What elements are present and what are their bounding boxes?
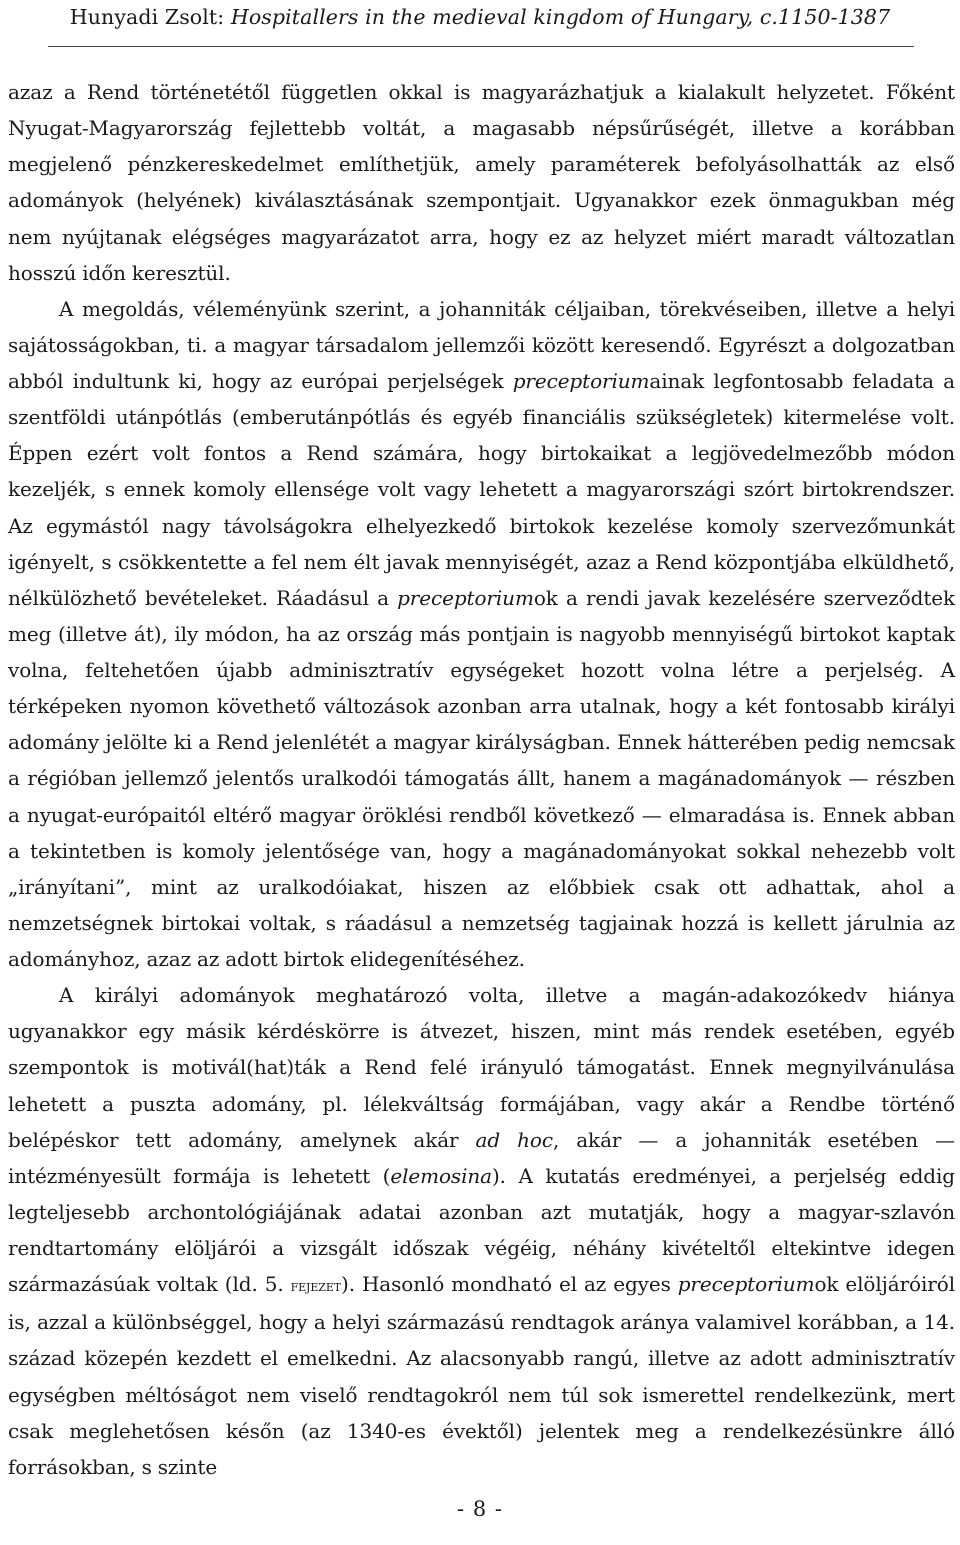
- header-author: Hunyadi Zsolt:: [69, 5, 231, 29]
- text-span: ainak legfontosabb feladata a szentföldi utánpótlás (emberutánpótlás és egyéb financiális szükségletek) kitermelése volt. Éppen ezért volt fontos a Rend számára, hogy birtokaikat a legjövedelmezőbb módon kezeljék, s ennek komoly ellensége volt vagy lehetett a magyarországi szórt birtokrendszer. Az egymástól nagy távolságokra elhelyezkedő birtokok kezelése komoly szervezőmunkát igényelt, s csökkentette a fel nem élt javak mennyiségét, azaz a Rend központjába elküldhető, nélkülözhető bevételeket. Ráadásul a: [8, 369, 955, 610]
- italic-term: preceptorium: [677, 1272, 815, 1297]
- paragraph-2: [8, 291, 955, 977]
- text-span: , akár — a johanniták esetében — intézményesült formája is lehetett (: [8, 1127, 955, 1188]
- chapter-reference: fejezet: [290, 1276, 342, 1296]
- paragraph-1: [8, 74, 955, 291]
- header-title: Hospitallers in the medieval kingdom of Hungary, c.1150-1387: [230, 5, 891, 29]
- text-span: A megoldás, véleményünk szerint, a johanniták céljaiban, törekvéseiben, illetve a helyi sajátosságokban, ti. a magyar társadalom jellemzői között keresendő. Egyrészt a dolgozatban abból indultunk ki, hogy az európai perjelségek: [8, 296, 955, 393]
- italic-term: elemosina: [390, 1163, 492, 1188]
- italic-term: preceptorium: [397, 585, 534, 610]
- text-span: ). Hasonló mondható el az egyes: [341, 1272, 678, 1297]
- text-span: ok a rendi javak kezelésére szerveződtek meg (illetve át), ily módon, ha az ország más pontjain is nagyobb mennyiségű birtokot kaptak volna, feltehetően újabb adminisztratív egységeket hozott volna létre a perjelség. A térképeken nyomon követhető változások azonban arra utalnak, hogy a két fontosabb királyi adomány jelölte ki a Rend jelenlétét a magyar királyságban. Ennek hátterében pedig nemcsak a régióban jellemző jelentős uralkodói támogatás állt, hanem a magánadományok — részben a nyugat-európaitól eltérő magyar öröklési rendből következő — elmaradása is. Ennek abban a tekintetben is komoly jelentősége van, hogy a magánadományokat sokkal nehezebb volt „irányítani”, mint az uralkodóiakat, hiszen az előbbiek csak ott adhattak, ahol a nemzetségnek birtokai voltak, s ráadásul a nemzetség tagjainak hozzá is kellett járulnia az adományhoz, azaz az adott birtok elidegenítéséhez.: [8, 585, 956, 971]
- italic-term: ad hoc: [475, 1127, 553, 1152]
- text-span: azaz a Rend történetétől független okkal is magyarázhatjuk a kialakult helyzetet. Főként Nyugat-Magyarország fejlettebb voltát, a magasabb népsűrűségét, illetve a korábban megjelenő pénzkereskedelmet említhetjük, amely paraméterek befolyásolhatták az első adományok (helyének) kiválasztásának szempontjait. Ugyanakkor ezek önmagukban még nem nyújtanak elégséges magyarázatot arra, hogy ez az helyzet miért maradt változatlan hosszú időn keresztül.: [8, 80, 955, 285]
- page-number: - 8 -: [457, 1497, 503, 1521]
- paragraph-3: [8, 977, 955, 1485]
- text-span: A királyi adományok meghatározó volta, illetve a magán-adakozókedv hiánya ugyanakkor egy másik kérdéskörre is átvezet, hiszen, mint más rendek esetében, egyéb szempontok is motivál(hat)ták a Rend felé irányuló támogatást. Ennek megnyilvánulása lehetett a puszta adomány, pl. lélekváltság formájában, vagy akár a Rendbe történő belépéskor tett adomány, amelynek akár: [8, 983, 955, 1152]
- text-span: ). A kutatás eredményei, a perjelség eddig legteljesebb archontológiájának adatai azonban azt mutatják, hogy a magyar-szlavón rendtartomány elöljárói a vizsgált időszak végéig, néhány kivételtől eltekintve idegen származásúak voltak (ld. 5.: [8, 1163, 955, 1297]
- header-rule: [48, 46, 914, 47]
- body-text: [8, 74, 955, 1485]
- text-span: ok elöljáróiról is, azzal a különbséggel, hogy a helyi származású rendtagok aránya valamivel korábban, a 14. század közepén kezdett el emelkedni. Az alacsonyabb rangú, illetve az adott adminisztratív egységben méltóságot nem viselő rendtagokról nem túl sok ismerettel rendelkezünk, mert csak meglehetősen későn (az 1340-es évektől) jelentek meg a rendelkezésünkre álló forrásokban, s szinte: [8, 1272, 955, 1479]
- running-header: [0, 4, 960, 30]
- italic-term: preceptorium: [512, 369, 650, 393]
